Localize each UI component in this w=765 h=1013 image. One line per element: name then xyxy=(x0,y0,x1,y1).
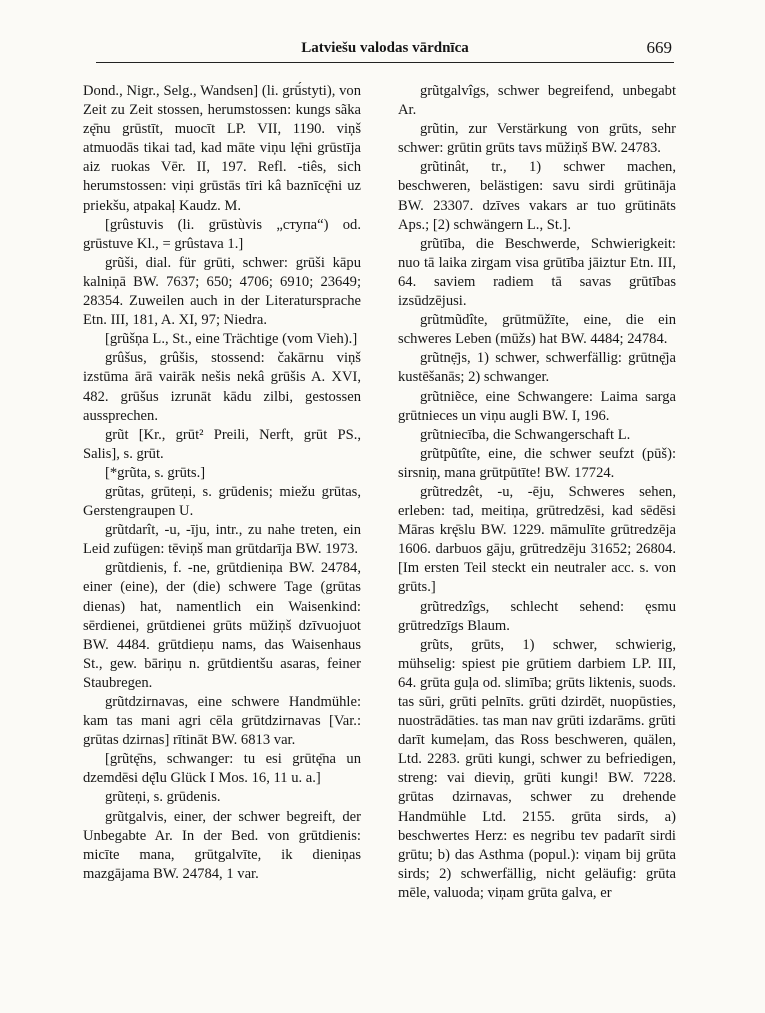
entry-paragraph: grũtdienis, f. -ne, grūtdieniņa BW. 24784, einer (eine), der (die) schwere Tage (grūtas dienas) hat, namentlich ein Waisenkind: sērdienei, grūtdienei grūts mūžiņš dzīvuojuot BW. 4484. grūtdieņu nams, das Waisenhaus St., gew. bāriņu n. grūtdientšu asaras, feiner Staubregen. xyxy=(83,560,361,691)
entry-paragraph: grũtas, grūteņi, s. grūdenis; miežu grūtas, Gerstengraupen U. xyxy=(83,483,361,520)
entry-paragraph: [grũšņa L., St., eine Trächtige (vom Vieh).] xyxy=(105,331,358,348)
entry-paragraph: [grũtę̄ns, schwanger: tu esi grūtę̄na un dzemdēsi dę̄lu Glück I Mos. 16, 11 u. a.] xyxy=(83,751,361,787)
entry-paragraph: grũtnẹ̄js, 1) schwer, schwerfällig: grūtnę̄ja kustēšanās; 2) schwanger. xyxy=(398,350,676,386)
entry-paragraph: grûšus, grûšis, stossend: čakārnu viņš izstūma ārā vairāk nešis nekâ grūšis A. XVI, 482. grūšus izrunāt kādu zilbi, gestossen aussprechen. xyxy=(83,350,361,424)
entry-paragraph: grũtdzirnavas, eine schwere Handmühle: kam tas mani agri cēla grūtdzirnavas [Var.: grūtas dzirnas] rītināt BW. 6813 var. xyxy=(83,694,361,749)
entry-paragraph: grũtība, die Beschwerde, Schwierigkeit: nuo tā laika zirgam visa grūtība jāiztur Etn. III, 64. saviem radiem tā savas grūtības izsūdzējusi. xyxy=(398,235,676,310)
entry-paragraph: grũtniẽce, eine Schwangere: Laima sarga grūtnieces un viņu augli BW. I, 196. xyxy=(398,388,676,424)
right-column xyxy=(398,82,676,987)
left-column xyxy=(83,82,361,987)
entry-paragraph: grũtpũtîte, eine, die schwer seufzt (pūš): sirsniņ, mana grūtpūtīte! BW. 17724. xyxy=(398,445,676,481)
page-number: 669 xyxy=(646,38,672,57)
entry-paragraph: grũtredzêt, -u, -ēju, Schweres sehen, erleben: tad, meitiņa, grūtredzēsi, kad sēdēsi Māras krę̄slu BW. 1229. māmulīte grūtredzēja 1606. darbuos gāju, grūtredzēju 31652; 26804. [Im ersten Teil steckt ein neutraler acc. s. von grūts.] xyxy=(398,483,676,596)
entry-paragraph: grũtniecība, die Schwangerschaft L. xyxy=(420,426,631,443)
entry-paragraph: grũtgalvis, einer, der schwer begreift, der Unbegabte Ar. In der Bed. von grūtdienis: micīte mana, grūtgalvīte, ik dieniņas mazgājama BW. 24784, 1 var. xyxy=(83,808,361,882)
entry-paragraph: grũts, grūts, 1) schwer, schwierig, mühselig: spiest pie grūtiem darbiem LP. III, 64. grūta guļa od. slimība; grūts liktenis, suods. tas sūri, grūti pelnīts. grūti dzirdēt, nuopūsties, nuostrādāties. tas man nav grūti izdarāms. grūti darīt kumeļam, das Ross beschweren, quälen, Ltd. 2283. grūti kungi, schwer zu befriedigen, streng: vai dieviņ, grūti kungi! BW. 7228. grūtas dzirnavas, schwer zu drehende Handmühle Ltd. 2155. grūta sirds, a) beschwertes Herz: es negribu tev padarīt sirdi grūtu; b) das Asthma (popul.): viņam bij grūta sirds; 2) schwerfällig, nicht geläufig: grūta mēle, valuoda; viņam grūta galva, er xyxy=(398,636,676,901)
entry-paragraph: grũteņi, s. grūdenis. xyxy=(105,789,221,806)
entry-paragraph: grũtmũdîte, grūtmūžīte, eine, die ein schweres Leben (mūžs) hat BW. 4484; 24784. xyxy=(398,312,676,348)
page-header xyxy=(96,38,674,63)
running-title: Latviešu valodas vārdnīca xyxy=(301,40,469,56)
entry-paragraph: grũši, dial. für grūti, schwer: grūši kāpu kalniņā BW. 7637; 650; 4706; 6910; 23649; 28354. Zuweilen auch in der Literatursprache Etn. III, 181, A. XI, 97; Niedra. xyxy=(83,254,361,329)
entry-paragraph: grũtin, zur Verstärkung von grūts, sehr schwer: grūtin grūts tavs mūžiņš BW. 24783. xyxy=(398,121,676,157)
entry-paragraph: grũtredzîgs, schlecht sehend: ęsmu grūtredzīgs Blaum. xyxy=(398,598,676,634)
entry-paragraph: grũt [Kr., grūt² Preili, Nerft, grūt PS., Salis], s. grūt. xyxy=(83,426,361,462)
entry-paragraph: grũtinât, tr., 1) schwer machen, beschweren, belästigen: savu sirdi grūtināja BW. 23307. dzīves vakars ar tuo grūtināts Aps.; [2) schwängern L., St.]. xyxy=(398,159,676,233)
entry-paragraph: Dond., Nigr., Selg., Wandsen] (li. grū́styti), von Zeit zu Zeit stossen, herumstossen: kungs sãka zę̄nu grūstīt, muocīt LP. VII, 1190. viņš atmuodās tikai tad, kad māte viņu lę̄ni grūstīja aiz ruokas Vēr. II, 197. Refl. -tiês, sich herumstossen: viņi grūstās tīri kâ baznīcę̄ni uz priekšu, atpakaļ Kaudz. M. xyxy=(83,83,361,214)
entry-paragraph: grũtdarît, -u, -īju, intr., zu nahe treten, ein Leid zufügen: tēviņš man grūtdarīja BW. 1973. xyxy=(83,522,361,558)
entry-paragraph: grũtgalvîgs, schwer begreifend, unbegabt Ar. xyxy=(398,83,676,119)
entry-paragraph: [*grũta, s. grūts.] xyxy=(105,464,206,481)
entry-paragraph: [grûstuvis (li. grūstùvis „ступа“) od. grūstuve Kl., = grûstava 1.] xyxy=(83,216,361,252)
